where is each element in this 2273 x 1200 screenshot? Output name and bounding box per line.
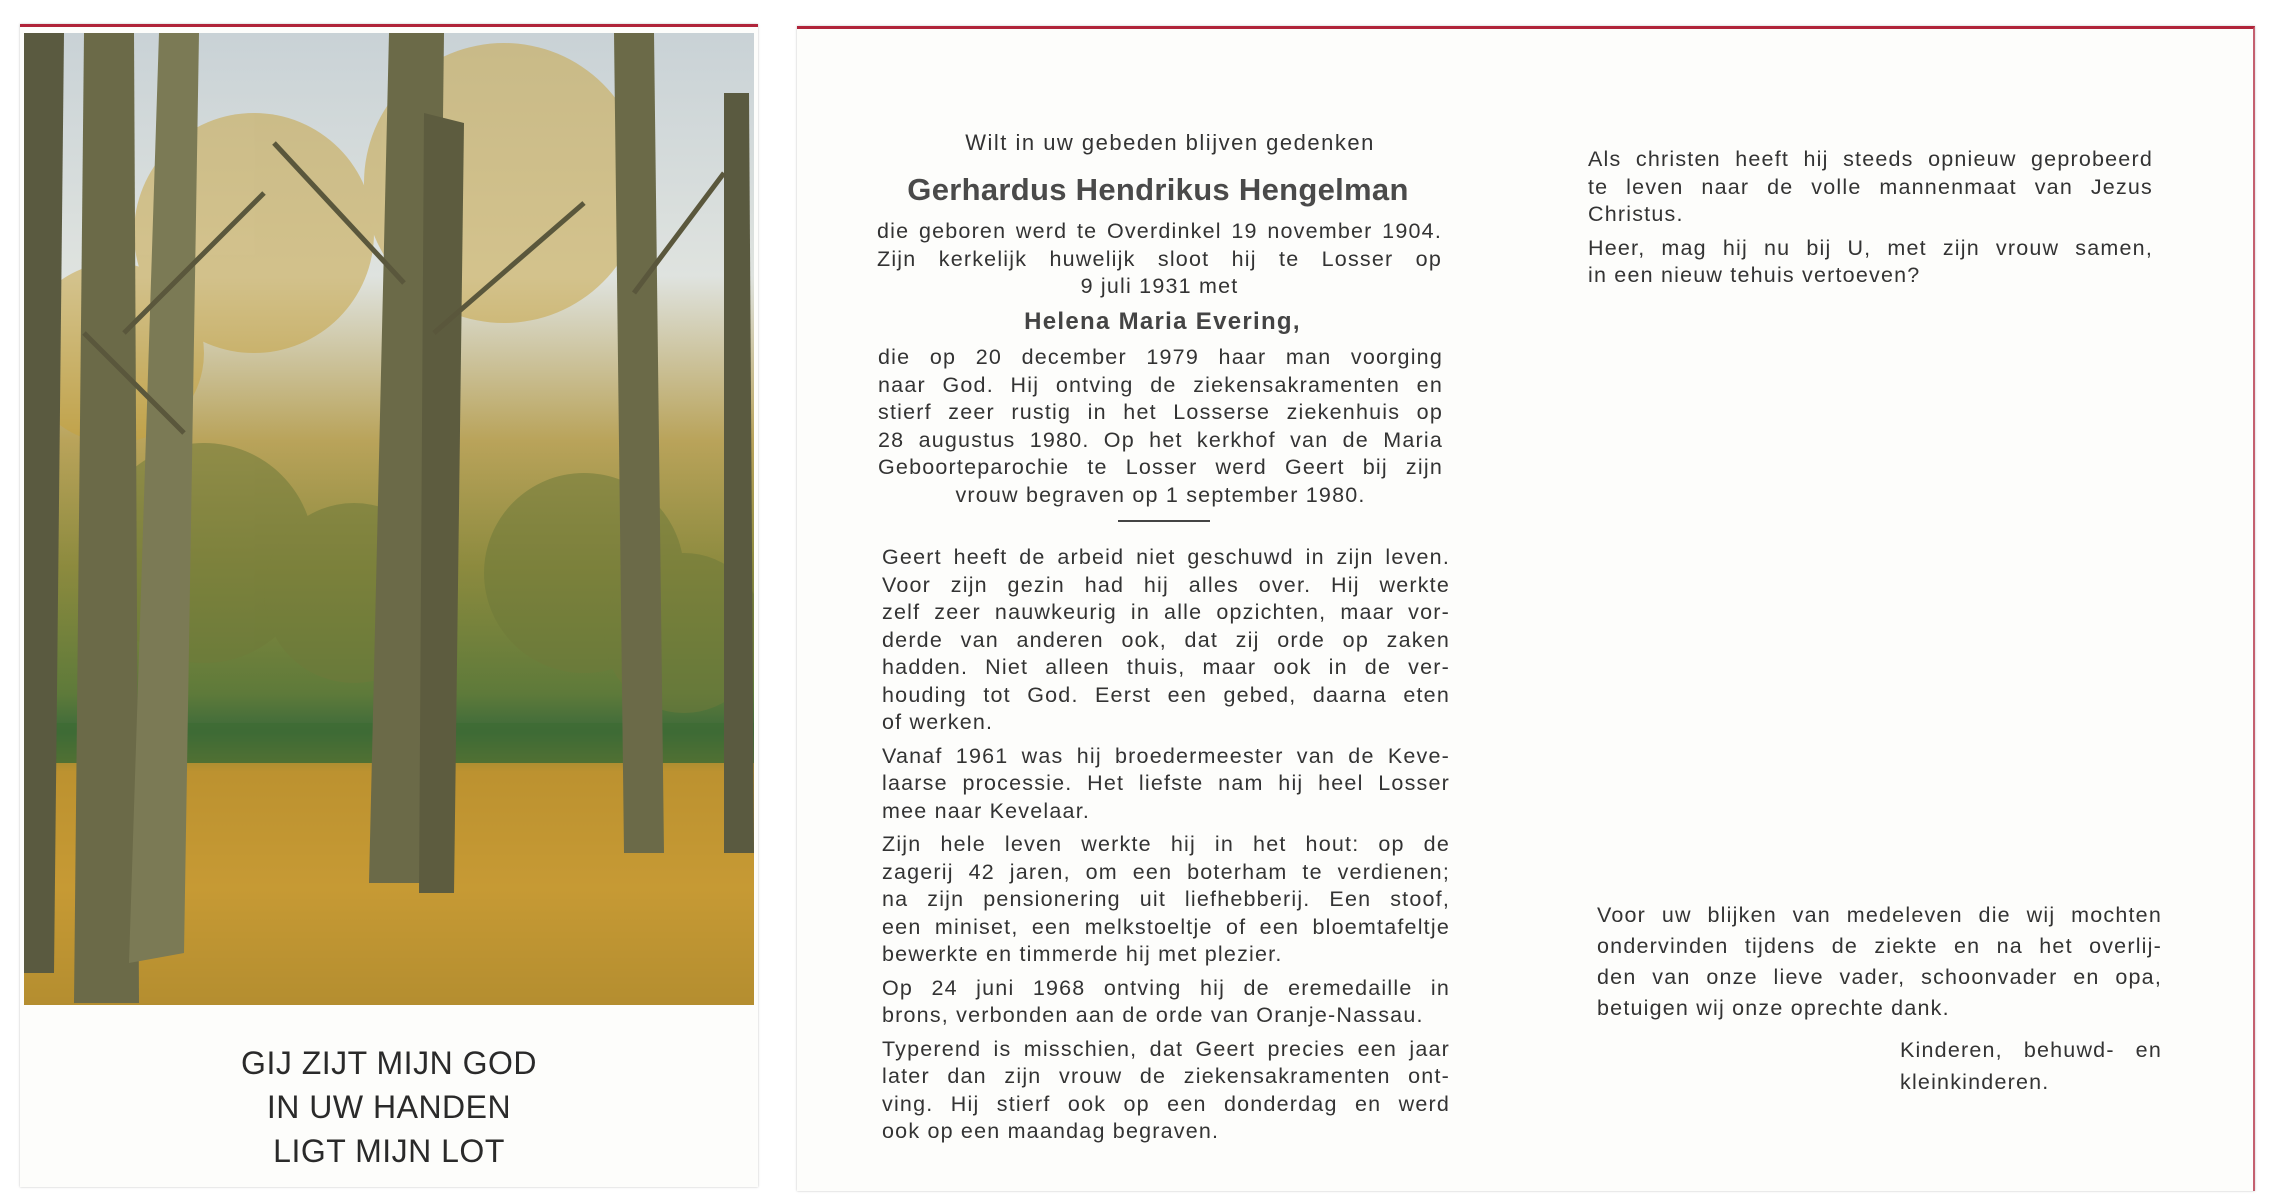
- text-line: een miniset, een melkstoeltje of een bloemtafeltje: [882, 914, 1450, 939]
- text-line: houding tot God. Eerst een gebed, daarna eten: [882, 682, 1450, 707]
- text-line: die op 20 december 1979 haar man voorging: [878, 345, 1443, 369]
- text-line: 28 augustus 1980. Op het kerkhof van de Maria: [878, 427, 1443, 452]
- text-line: kleinkinderen.: [1900, 1070, 2050, 1094]
- thanks-text: [1597, 900, 2162, 1024]
- text-line: die geboren werd te Overdinkel 19 november 1904.: [877, 219, 1442, 243]
- caption-line-2: IN UW HANDEN: [266, 1089, 512, 1125]
- paragraph: [1588, 146, 2153, 229]
- text-line: den van onze lieve vader, schoonvader en opa,: [1597, 965, 2162, 989]
- text-line: zelf zeer nauwkeurig in alle opzichten, maar vor-: [882, 600, 1450, 624]
- text-line: ving. Hij stierf ook op een donderdag en werd: [882, 1091, 1450, 1116]
- paragraph: [882, 743, 1450, 826]
- spouse-name: Helena Maria Evering,: [1024, 308, 1301, 335]
- text-line: Geboorteparochie te Losser werd Geert bij zijn: [878, 455, 1443, 479]
- text-line: Zijn hele leven werkte hij in het hout: op de: [882, 832, 1450, 856]
- text-line: Zijn kerkelijk huwelijk sloot hij te Losser op: [877, 246, 1442, 271]
- text-line: naar God. Hij ontving de ziekensakramenten en: [878, 372, 1443, 397]
- intro-text: Wilt in uw gebeden blijven gedenken: [965, 130, 1375, 155]
- text-line: ondervinden tijdens de ziekte en na het overlij-: [1597, 934, 2162, 958]
- text-line: in een nieuw tehuis vertoeven?: [1588, 263, 1921, 287]
- paragraph: [1588, 235, 2153, 290]
- text-line: of werken.: [882, 710, 994, 734]
- text-line: ook op een maandag begraven.: [882, 1119, 1220, 1143]
- text-line: vrouw begraven op 1 september 1980.: [955, 482, 1366, 507]
- paragraph: [882, 831, 1450, 969]
- caption-line-1: GIJ ZIJT MIJN GOD: [241, 1045, 537, 1081]
- prayer-text: [1588, 146, 2153, 290]
- death-burial-text: [878, 344, 1443, 509]
- birth-marriage-text: [877, 218, 1442, 301]
- text-line: brons, verbonden aan de orde van Oranje-Nassau.: [882, 1003, 1424, 1027]
- paragraph: [882, 975, 1450, 1030]
- signature-text: [1900, 1034, 2162, 1098]
- paragraph: [882, 1036, 1450, 1146]
- deceased-name: Gerhardus Hendrikus Hengelman: [907, 172, 1409, 207]
- text-line: Voor zijn gezin had hij alles over. Hij werkte: [882, 572, 1450, 597]
- photo-card: [20, 24, 758, 1187]
- caption-line-3: LIGT MIJN LOT: [273, 1133, 505, 1169]
- text-line: te leven naar de volle mannenmaat van Jezus: [1588, 174, 2153, 199]
- text-line: stierf zeer rustig in het Losserse ziekenhuis op: [878, 400, 1443, 424]
- biography-text: [882, 544, 1450, 1146]
- text-line: Als christen heeft hij steeds opnieuw geprobeerd: [1588, 147, 2153, 171]
- text-line: laarse processie. Het liefste nam hij heel Losser: [882, 771, 1450, 795]
- text-line: mee naar Kevelaar.: [882, 798, 1091, 823]
- autumn-forest-photo: [24, 33, 754, 1005]
- text-line: later dan zijn vrouw de ziekensakramenten ont-: [882, 1064, 1450, 1088]
- text-line: zagerij 42 jaren, om een boterham te verdienen;: [882, 859, 1450, 884]
- text-line: hadden. Niet alleen thuis, maar ook in de ver-: [882, 655, 1450, 679]
- text-line: derde van anderen ook, dat zij orde op zaken: [882, 627, 1450, 652]
- text-line: Heer, mag hij nu bij U, met zijn vrouw samen,: [1588, 235, 2153, 260]
- text-line: Voor uw blijken van medeleven die wij mochten: [1597, 903, 2162, 927]
- text-line: Kinderen, behuwd- en: [1900, 1038, 2162, 1062]
- text-line: Geert heeft de arbeid niet geschuwd in zijn leven.: [882, 545, 1450, 569]
- divider-line: [1118, 520, 1210, 522]
- text-line: Op 24 juni 1968 ontving hij de eremedaille in: [882, 975, 1450, 1000]
- text-line: Vanaf 1961 was hij broedermeester van de Keve-: [882, 743, 1450, 768]
- text-line: betuigen wij onze oprechte dank.: [1597, 996, 1950, 1020]
- text-line: Christus.: [1588, 202, 1684, 226]
- text-line: bewerkte en timmerde hij met plezier.: [882, 942, 1283, 966]
- tree-illustration: [24, 33, 754, 1005]
- paragraph: [882, 544, 1450, 737]
- text-line: Typerend is misschien, dat Geert precies een jaar: [882, 1036, 1450, 1061]
- text-line: 9 juli 1931 met: [1080, 274, 1239, 298]
- text-line: na zijn pensionering uit liefhebberij. Een stoof,: [882, 887, 1450, 911]
